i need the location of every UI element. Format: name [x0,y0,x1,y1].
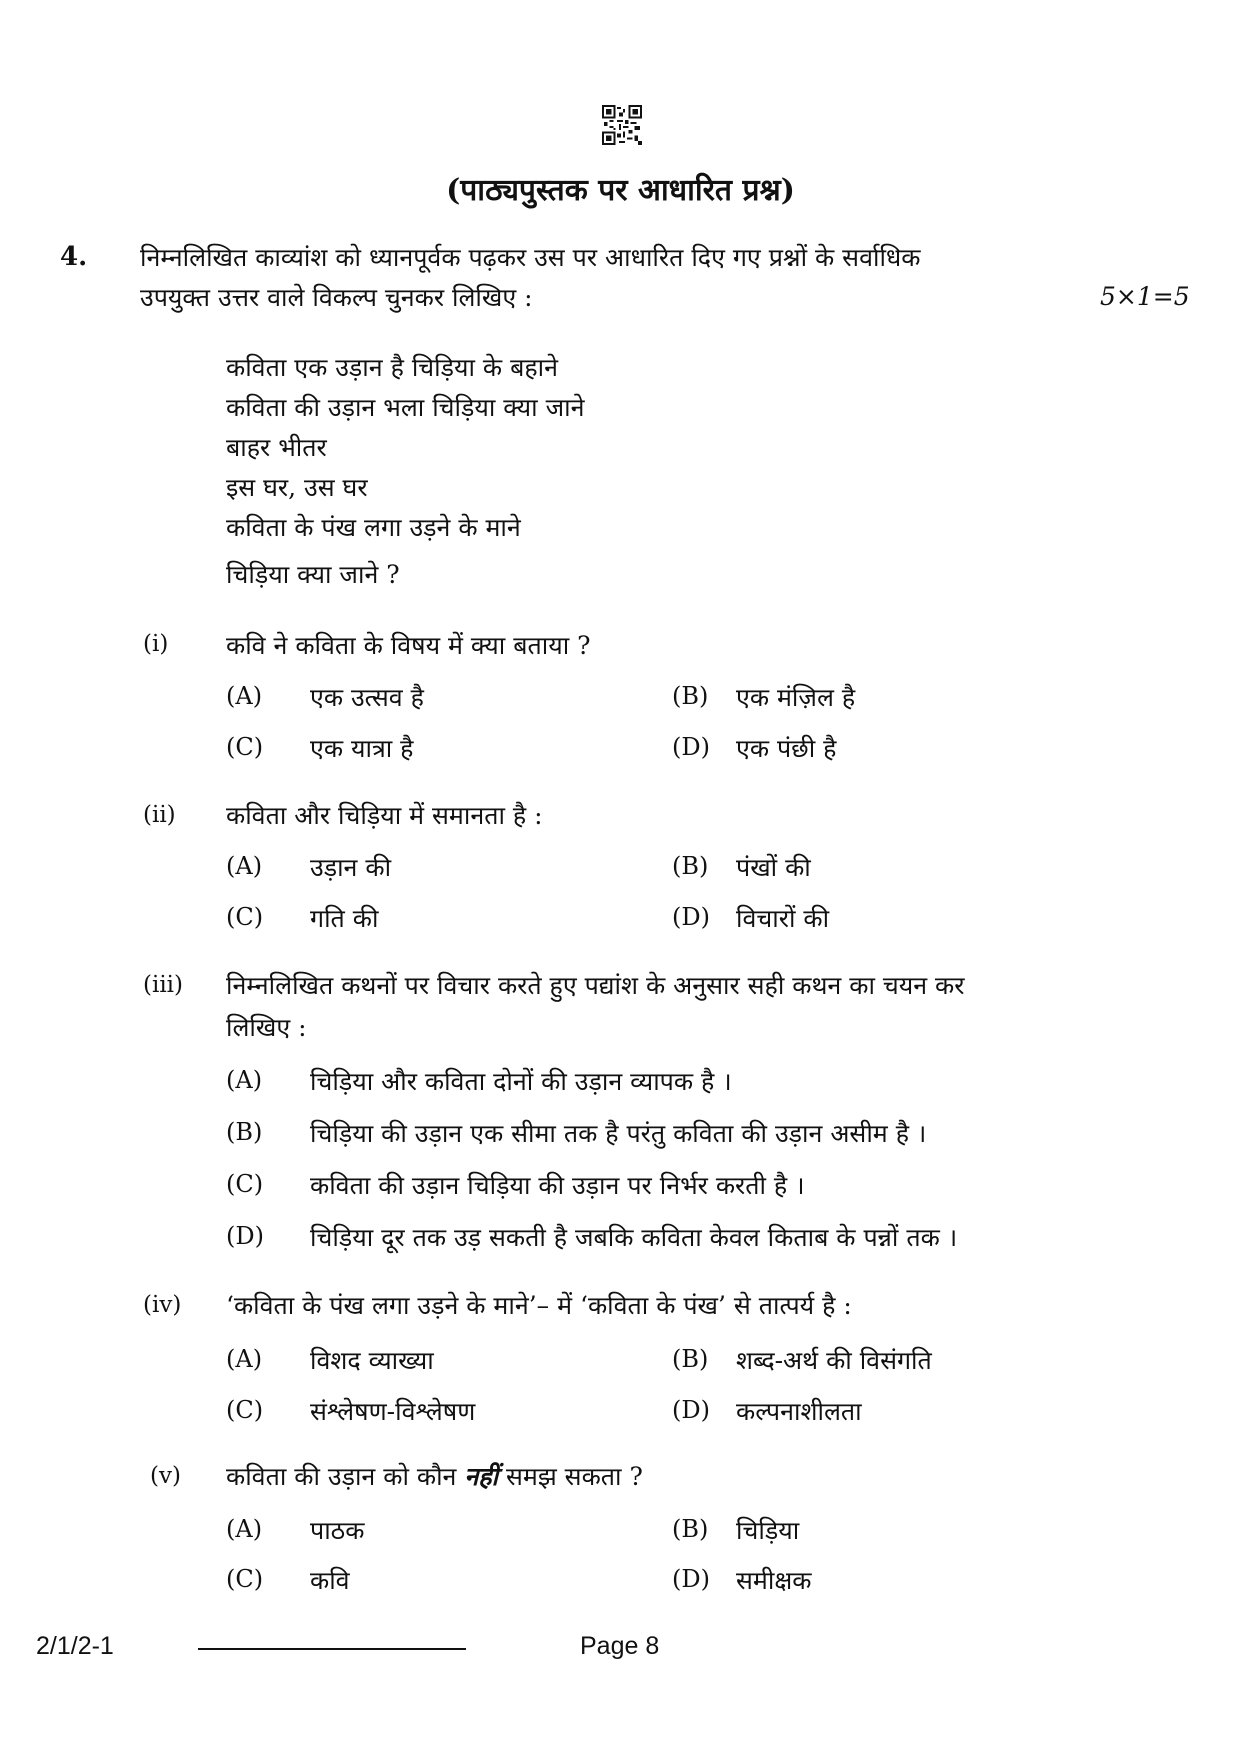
subquestion-text-end: समझ सकता ? [505,1462,643,1491]
question-stem-line-2: उपयुक्त उत्तर वाले विकल्प चुनकर लिखिए : [140,283,533,312]
qr-code-icon [602,105,642,145]
option-label: (D) [672,1565,710,1593]
option-text: पंखों की [736,853,811,882]
subquestion-text-start: कविता की उड़ान को कौन [226,1462,457,1491]
option-label: (C) [226,733,264,761]
poem-line: चिड़िया क्या जाने ? [226,560,400,589]
option-label: (B) [672,852,709,880]
option-text: कवि [310,1566,350,1595]
option-label: (C) [226,903,264,931]
poem-line: इस घर, उस घर [226,473,368,502]
paper-code: 2/1/2-1 [36,1632,114,1660]
question-number: 4. [60,242,88,272]
option-label: (D) [672,1396,710,1424]
subquestion-number: (iv) [143,1292,182,1318]
option-text: कविता की उड़ान चिड़िया की उड़ान पर निर्भर करती है । [310,1171,805,1200]
option-text: शब्द-अर्थ की विसंगति [736,1346,932,1375]
option-text: चिड़िया की उड़ान एक सीमा तक है परंतु कविता की उड़ान असीम है । [310,1119,927,1148]
poem-line: कविता की उड़ान भला चिड़िया क्या जाने [226,393,585,422]
subquestion-text: कविता और चिड़िया में समानता है : [226,801,543,830]
subquestion-text: लिखिए : [226,1013,307,1042]
poem-line: बाहर भीतर [226,433,327,462]
option-text: विशद व्याख्या [310,1346,434,1375]
option-text: गति की [310,904,379,933]
option-label: (B) [672,1345,709,1373]
option-text: चिड़िया और कविता दोनों की उड़ान व्यापक है । [310,1067,732,1096]
option-label: (C) [226,1565,264,1593]
option-label: (C) [226,1396,264,1424]
option-text: एक मंज़िल है [736,683,856,712]
section-heading: (पाठ्यपुस्तक पर आधारित प्रश्न) [446,173,795,208]
option-label: (D) [226,1222,264,1250]
poem-line: कविता एक उड़ान है चिड़िया के बहाने [226,353,558,382]
option-label: (A) [226,852,263,880]
option-label: (B) [672,682,709,710]
subquestion-text: निम्नलिखित कथनों पर विचार करते हुए पद्यांश के अनुसार सही कथन का चयन कर [226,971,965,1000]
option-text: उड़ान की [310,853,392,882]
subquestion-number: (ii) [143,802,176,828]
footer-divider [198,1648,466,1650]
subquestion-number: (i) [143,631,169,657]
subquestion-number: (iii) [143,972,184,998]
option-text: कल्पनाशीलता [736,1397,862,1426]
option-label: (A) [226,1066,263,1094]
option-label: (B) [672,1515,709,1543]
page-number: Page 8 [580,1632,660,1660]
option-text: चिड़िया [736,1516,800,1545]
option-label: (D) [672,903,710,931]
option-label: (B) [226,1118,263,1146]
question-stem-line-1: निम्नलिखित काव्यांश को ध्यानपूर्वक पढ़कर उस पर आधारित दिए गए प्रश्नों के सर्वाधिक [140,243,921,272]
emphasis-word: नहीं [464,1462,499,1491]
option-text: पाठक [310,1516,365,1545]
option-text: एक यात्रा है [310,734,414,763]
option-label: (D) [672,733,710,761]
option-text: एक उत्सव है [310,683,424,712]
option-label: (A) [226,682,263,710]
subquestion-text [226,1459,643,1493]
subquestion-text: कवि ने कविता के विषय में क्या बताया ? [226,631,591,660]
option-text: विचारों की [736,904,830,933]
option-label: (A) [226,1345,263,1373]
poem-line: कविता के पंख लगा उड़ने के माने [226,513,521,542]
option-label: (C) [226,1170,264,1198]
marks-allocation: 5×1=5 [1100,282,1190,311]
subquestion-text: ‘कविता के पंख लगा उड़ने के माने’– में ‘कविता के पंख’ से तात्पर्य है : [226,1291,852,1320]
subquestion-number: (v) [150,1463,181,1489]
option-text: समीक्षक [736,1566,812,1595]
option-text: एक पंछी है [736,734,837,763]
option-text: चिड़िया दूर तक उड़ सकती है जबकि कविता केवल किताब के पन्नों तक । [310,1223,958,1252]
option-text: संश्लेषण-विश्लेषण [310,1397,476,1426]
option-label: (A) [226,1515,263,1543]
